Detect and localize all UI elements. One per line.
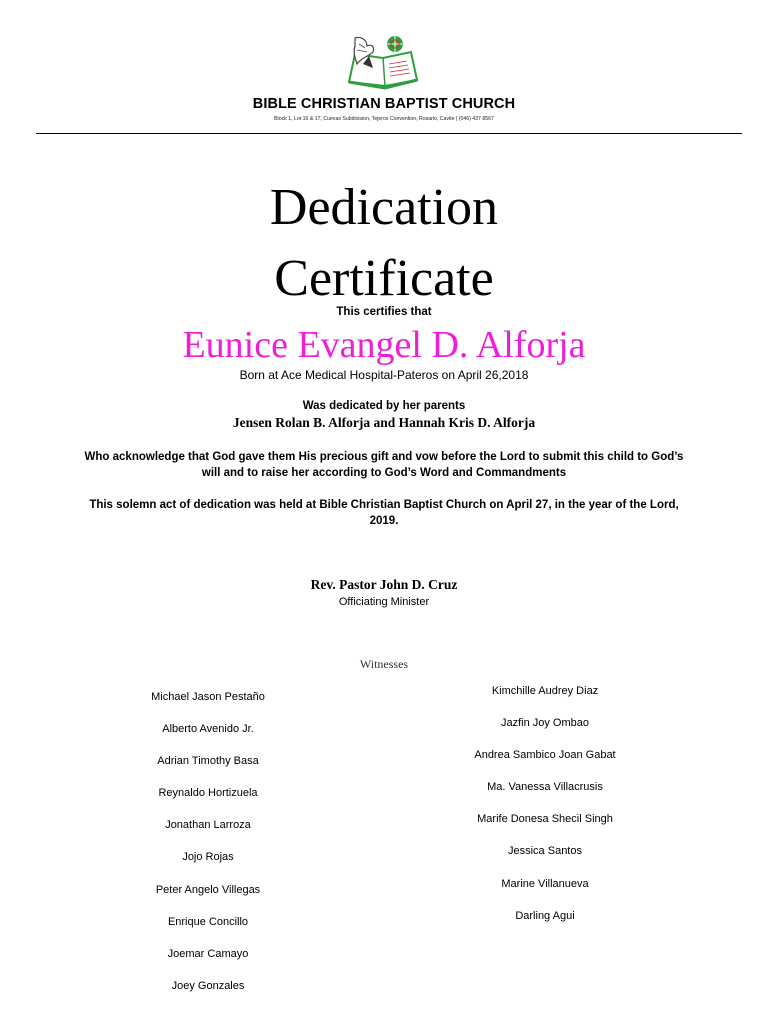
church-name: BIBLE CHRISTIAN BAPTIST CHURCH: [252, 96, 516, 112]
witness-name: Alberto Avenido Jr.: [162, 723, 254, 736]
witness-name: Jonathan Larroza: [165, 819, 251, 832]
birth-info: Born at Ace Medical Hospital-Pateros on April 26,2018: [239, 368, 529, 382]
certificate-title-line-1: Dedication: [269, 179, 499, 236]
witnesses-heading: Witnesses: [359, 657, 409, 671]
witness-name: Joemar Camayo: [167, 947, 249, 960]
witnesses-right-column: [440, 682, 650, 939]
officiant-role: Officiating Minister: [338, 596, 430, 608]
certificate-title: [0, 172, 768, 314]
witness-name: Jazfin Joy Ombao: [500, 717, 590, 730]
certificate-title-line-2: Certificate: [274, 250, 494, 307]
church-logo-icon: [345, 34, 421, 90]
parents-names: Jensen Rolan B. Alforja and Hannah Kris D. Alforja: [232, 415, 536, 430]
witness-name: Marife Donesa Shecil Singh: [477, 813, 613, 826]
witness-name: Andrea Sambico Joan Gabat: [474, 749, 616, 762]
witness-name: Ma. Vanessa Villacrusis: [487, 781, 603, 794]
officiant-name: Rev. Pastor John D. Cruz: [310, 577, 458, 592]
witness-name: Michael Jason Pestaño: [151, 691, 265, 703]
witnesses-left-column: [108, 688, 308, 1009]
witness-name: Marine Villanueva: [501, 877, 589, 890]
church-address: Block 1, Lot 16 & 17, Cuevas Subdivision, Tejeros Convention, Rosario, Cavite | (046) 437 8567: [274, 116, 494, 122]
child-name: Eunice Evangel D. Alforja: [182, 324, 586, 366]
witness-name: Jessica Santos: [508, 845, 582, 858]
header-divider: [36, 133, 742, 134]
acknowledgement-paragraph: Who acknowledge that God gave them His precious gift and vow before the Lord to submit this child to God’s will and to raise her according to God’s Word and Commandments: [84, 451, 684, 479]
certifies-text: This certifies that: [336, 306, 432, 318]
witness-name: Joey Gonzales: [171, 979, 245, 992]
witness-name: Darling Agui: [515, 909, 575, 922]
dedication-date-paragraph: This solemn act of dedication was held at Bible Christian Baptist Church on April 27, in the year of the Lord, 2019.: [89, 499, 679, 527]
witness-name: Jojo Rojas: [182, 851, 234, 864]
witness-name: Adrian Timothy Basa: [157, 755, 259, 768]
witness-name: Enrique Concillo: [167, 915, 249, 928]
witness-name: Peter Angelo Villegas: [155, 883, 261, 896]
witness-name: Reynaldo Hortizuela: [158, 787, 258, 800]
witness-name: Kimchille Audrey Diaz: [491, 685, 599, 697]
dedicated-by-text: Was dedicated by her parents: [302, 400, 466, 412]
